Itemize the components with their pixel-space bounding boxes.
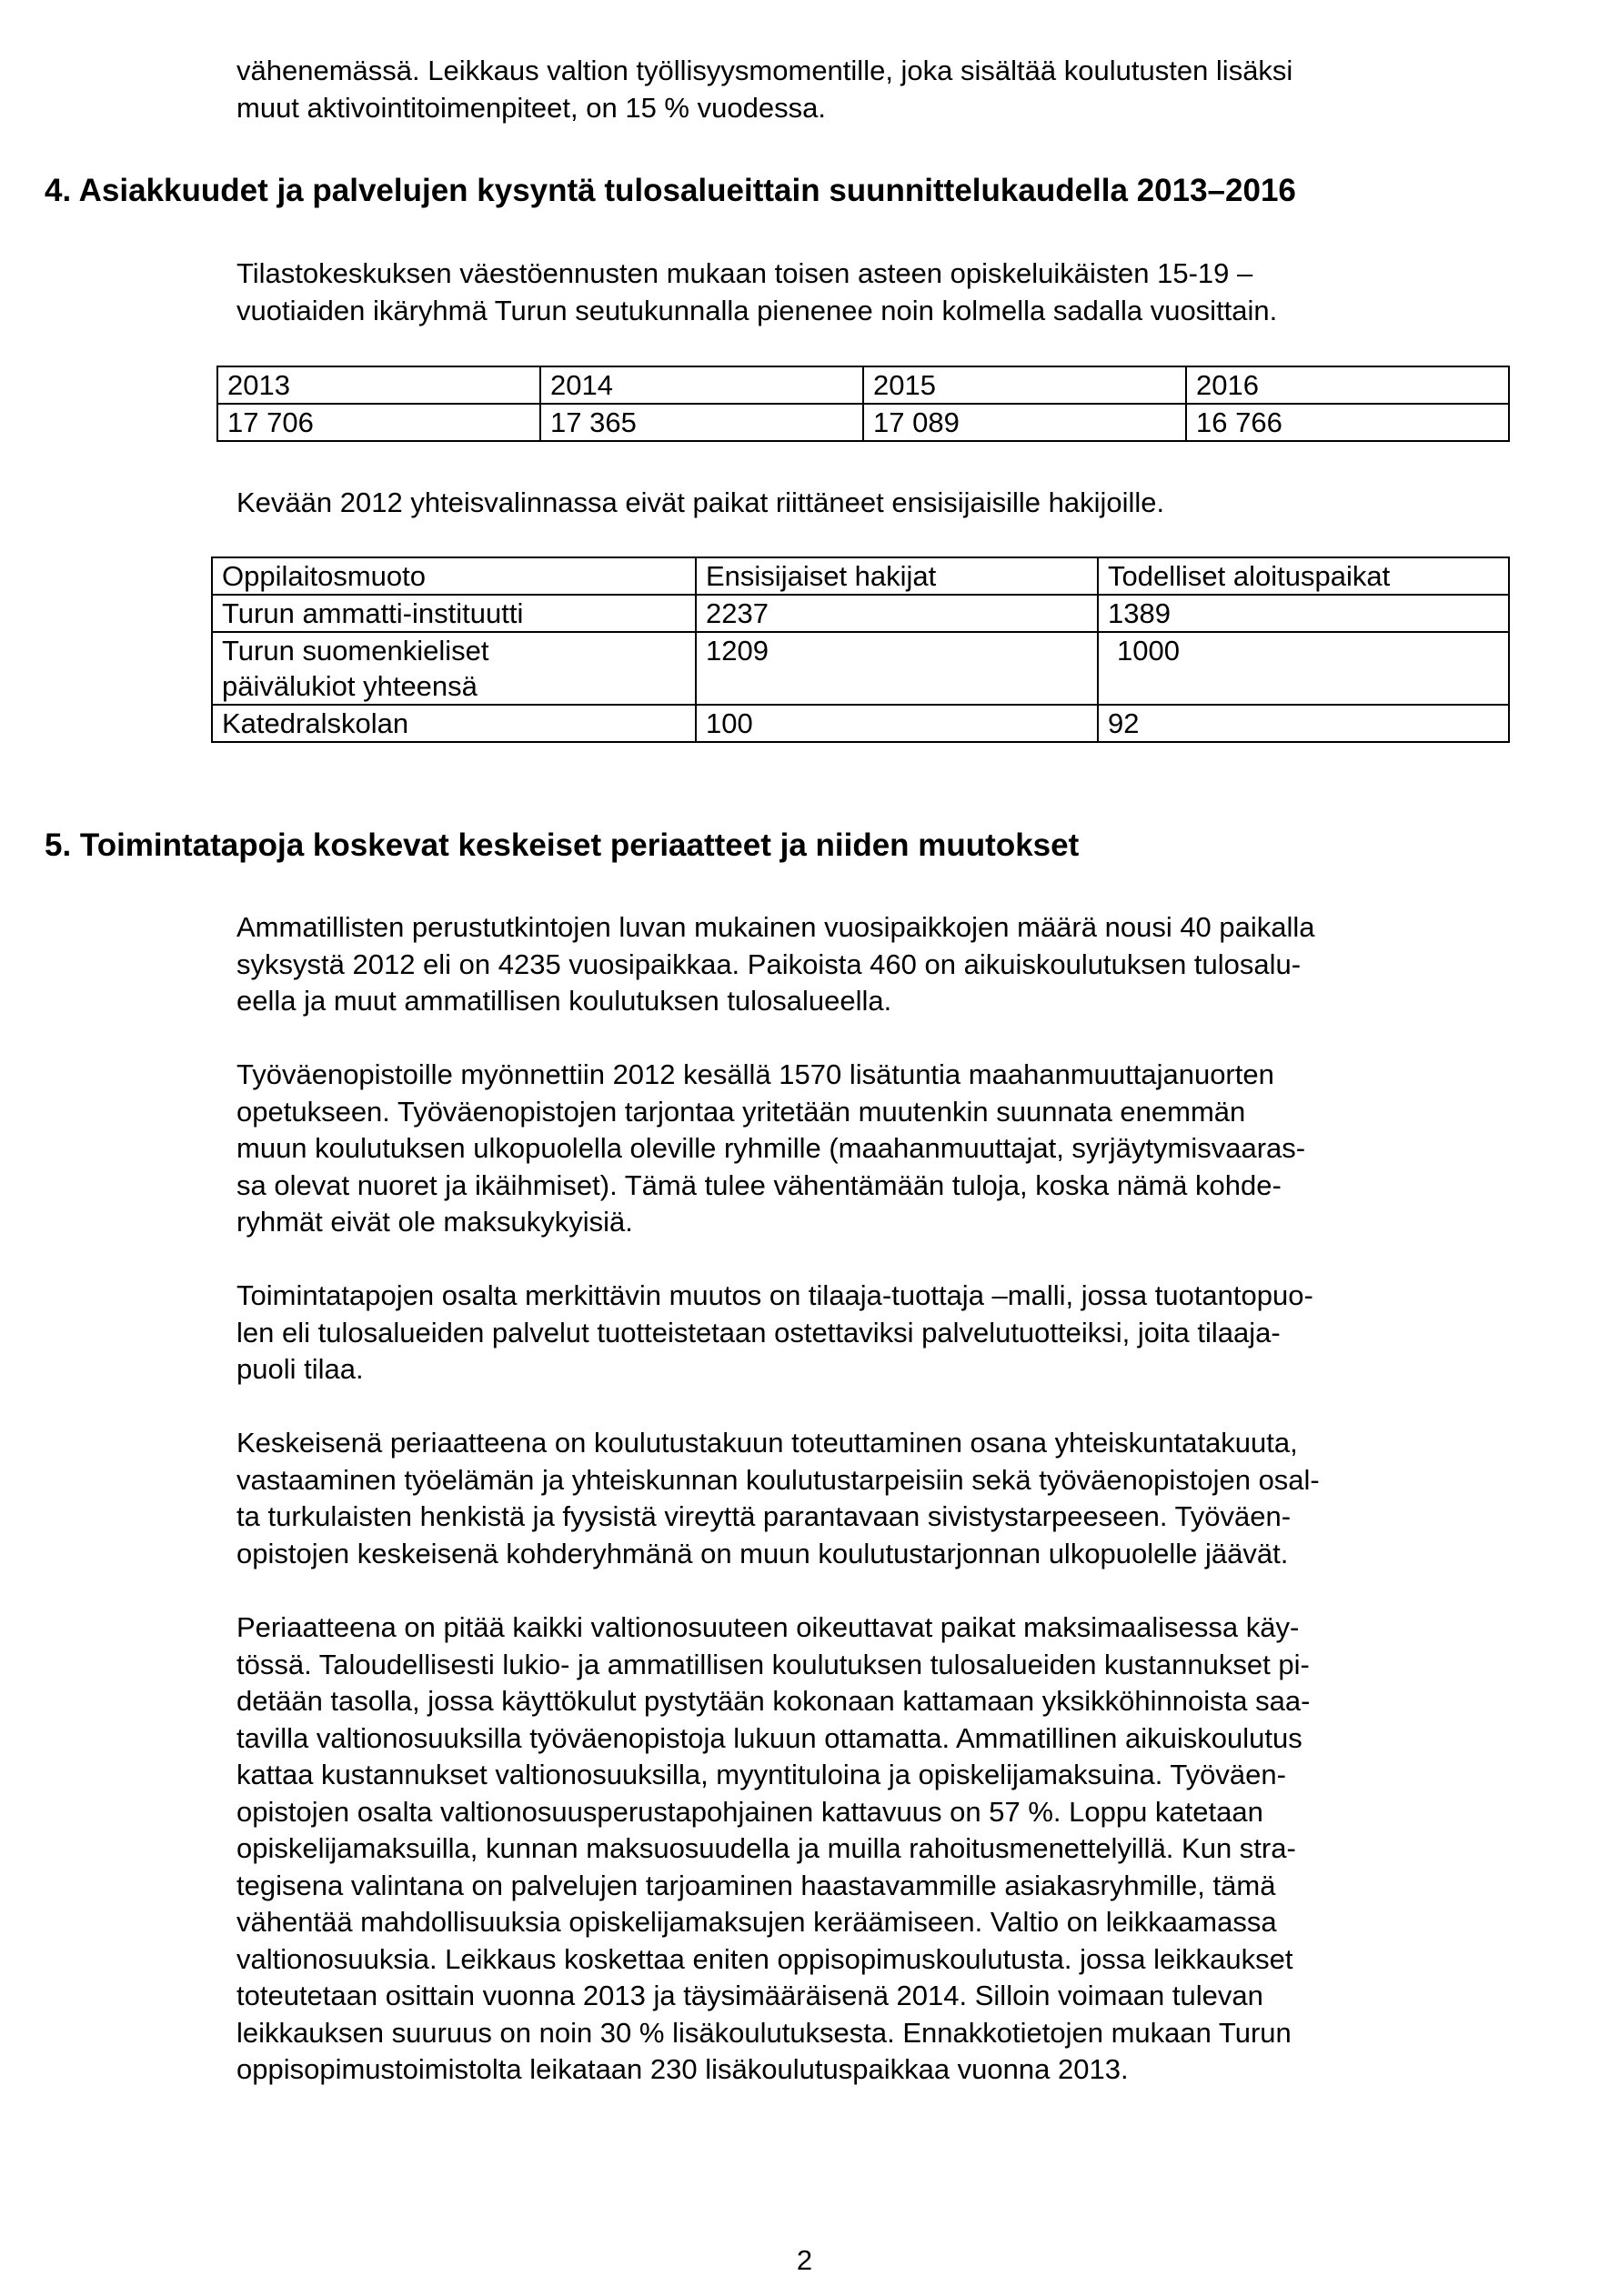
section-5-paragraph-4 [236, 1425, 1320, 1572]
institution-line: Turun suomenkieliset [222, 635, 489, 667]
year-cell: 2015 [863, 366, 1186, 404]
text-line: syksystä 2012 eli on 4235 vuosipaikkaa. Paikoista 460 on aikuiskoulutuksen tulosalu- [236, 947, 1302, 980]
text-line: kattaa kustannukset valtionosuuksilla, myyntituloina ja opiskelijamaksuina. Työväen- [236, 1759, 1286, 1790]
text-line: vastaaminen työelämän ja yhteiskunnan koulutustarpeisiin sekä työväenopistojen osal- [236, 1463, 1320, 1496]
text-line: Toimintatapojen osalta merkittävin muutos on tilaaja-tuottaja –malli, jossa tuotantopuo- [236, 1279, 1313, 1311]
applicants-cell: 1209 [696, 632, 1098, 705]
table-row [217, 366, 1509, 404]
applicants-cell: 100 [696, 705, 1098, 742]
text-line: Keskeisenä periaatteena on koulutustakuun toteuttaminen osana yhteiskuntatakuuta, [236, 1427, 1298, 1459]
table-row [217, 404, 1509, 441]
text-line: Työväenopistoille myönnettiin 2012 kesällä 1570 lisätuntia maahanmuuttajanuorten [236, 1058, 1274, 1090]
text-line: valtionosuuksia. Leikkaus koskettaa eniten oppisopimuskoulutusta. jossa leikkaukset [236, 1942, 1293, 1975]
text-line: vähenemässä. Leikkaus valtion työllisyysmomentille, joka sisältää koulutusten lisäksi [236, 55, 1293, 86]
text-line: vähentää mahdollisuuksia opiskelijamaksujen keräämiseen. Valtio on leikkaamassa [236, 1906, 1277, 1938]
value-cell: 17 089 [863, 404, 1186, 441]
institution-cell: Katedralskolan [212, 705, 696, 742]
applicants-cell: 2237 [696, 595, 1098, 632]
intro-paragraph [236, 53, 1292, 126]
value-cell: 17 706 [217, 404, 540, 441]
text-line: puoli tilaa. [236, 1353, 364, 1385]
text-line: vuotiaiden ikäryhmä Turun seutukunnalla pienenee noin kolmella sadalla vuosittain. [236, 294, 1278, 326]
text-line: Periaatteena on pitää kaikki valtionosuuteen oikeuttavat paikat maksimaalisessa käy- [236, 1611, 1300, 1643]
text-line: ta turkulaisten henkistä ja fyysistä vireyttä parantavaan sivistystarpeeseen. Työväen- [236, 1500, 1292, 1532]
section-4-paragraph-1 [236, 256, 1277, 329]
header-cell: Ensisijaiset hakijat [696, 557, 1098, 595]
text-line: Kevään 2012 yhteisvalinnassa eivät paikat riittäneet ensisijaisille hakijoille. [236, 486, 1165, 518]
text-line: Ammatillisten perustutkintojen luvan mukainen vuosipaikkojen määrä nousi 40 paikalla [236, 911, 1315, 943]
institution-cell: Turun ammatti-instituutti [212, 595, 696, 632]
text-line: sa olevat nuoret ja ikäihmiset). Tämä tulee vähentämään tuloja, koska nämä kohde- [236, 1168, 1282, 1201]
text-line: tegisena valintana on palvelujen tarjoaminen haastavammille asiakasryhmille, tämä [236, 1869, 1276, 1901]
institution-cell [212, 632, 696, 705]
section-5-paragraph-2 [236, 1057, 1305, 1241]
header-cell: Todelliset aloituspaikat [1098, 557, 1509, 595]
text-line: ryhmät eivät ole maksukykyisiä. [236, 1206, 633, 1238]
value-cell: 16 766 [1186, 404, 1509, 441]
places-cell: 92 [1098, 705, 1509, 742]
value-cell: 17 365 [540, 404, 863, 441]
section-4-paragraph-2 [236, 485, 1164, 522]
section-5-heading: 5. Toimintatapoja koskevat keskeiset periaatteet ja niiden muutokset [45, 827, 1080, 863]
text-line: eella ja muut ammatillisen koulutuksen tulosalueella. [236, 985, 892, 1017]
text-line: opiskelijamaksuilla, kunnan maksuosuudella ja muilla rahoitusmenettelyillä. Kun stra- [236, 1832, 1296, 1864]
text-line: len eli tulosalueiden palvelut tuotteistetaan ostettaviksi palvelutuotteiksi, joita tilaaja- [236, 1316, 1281, 1349]
text-line: opistojen keskeisenä kohderyhmänä on muun koulutustarjonnan ulkopuolelle jäävät. [236, 1537, 1289, 1569]
table-row [212, 595, 1509, 632]
places-cell: 1389 [1098, 595, 1509, 632]
text-line: Tilastokeskuksen väestöennusten mukaan toisen asteen opiskeluikäisten 15-19 – [236, 257, 1253, 289]
text-line: muun koulutuksen ulkopuolella oleville ryhmille (maahanmuuttajat, syrjäytymisvaaras- [236, 1132, 1306, 1164]
text-line: tavilla valtionosuuksilla työväenopistoja lukuun ottamatta. Ammatillinen aikuiskoulutus [236, 1721, 1302, 1754]
places-cell: 1000 [1098, 632, 1509, 705]
applicants-table [211, 556, 1510, 743]
text-line: opetukseen. Työväenopistojen tarjontaa yritetään muutenkin suunnata enemmän [236, 1095, 1246, 1128]
text-line: muut aktivointitoimenpiteet, on 15 % vuodessa. [236, 91, 826, 124]
table-row [212, 632, 1509, 705]
header-cell: Oppilaitosmuoto [212, 557, 696, 595]
section-5-paragraph-1 [236, 909, 1315, 1020]
population-forecast-table [216, 366, 1510, 442]
section-5-paragraph-5 [236, 1609, 1310, 2089]
year-cell: 2013 [217, 366, 540, 404]
text-line: opistojen osalta valtionosuusperustapohjainen kattavuus on 57 %. Loppu katetaan [236, 1795, 1263, 1828]
page-number: 2 [796, 2244, 813, 2276]
text-line: leikkauksen suuruus on noin 30 % lisäkoulutuksesta. Ennakkotietojen mukaan Turun [236, 2016, 1292, 2049]
text-line: oppisopimustoimistolta leikataan 230 lisäkoulutuspaikkaa vuonna 2013. [236, 2053, 1129, 2085]
year-cell: 2016 [1186, 366, 1509, 404]
text-line: toteutetaan osittain vuonna 2013 ja täysimääräisenä 2014. Silloin voimaan tulevan [236, 1980, 1263, 2011]
text-line: tössä. Taloudellisesti lukio- ja ammatillisen koulutuksen tulosalueiden kustannukset pi- [236, 1648, 1310, 1680]
section-5-paragraph-3 [236, 1278, 1313, 1389]
table-header-row [212, 557, 1509, 595]
text-line: detään tasolla, jossa käyttökulut pystytään kokonaan kattamaan yksikköhinnoista saa- [236, 1685, 1311, 1717]
table-row [212, 705, 1509, 742]
section-4-heading: 4. Asiakkuudet ja palvelujen kysyntä tulosalueittain suunnittelukaudella 2013–2016 [45, 173, 1296, 208]
year-cell: 2014 [540, 366, 863, 404]
institution-line: päivälukiot yhteensä [222, 670, 478, 702]
